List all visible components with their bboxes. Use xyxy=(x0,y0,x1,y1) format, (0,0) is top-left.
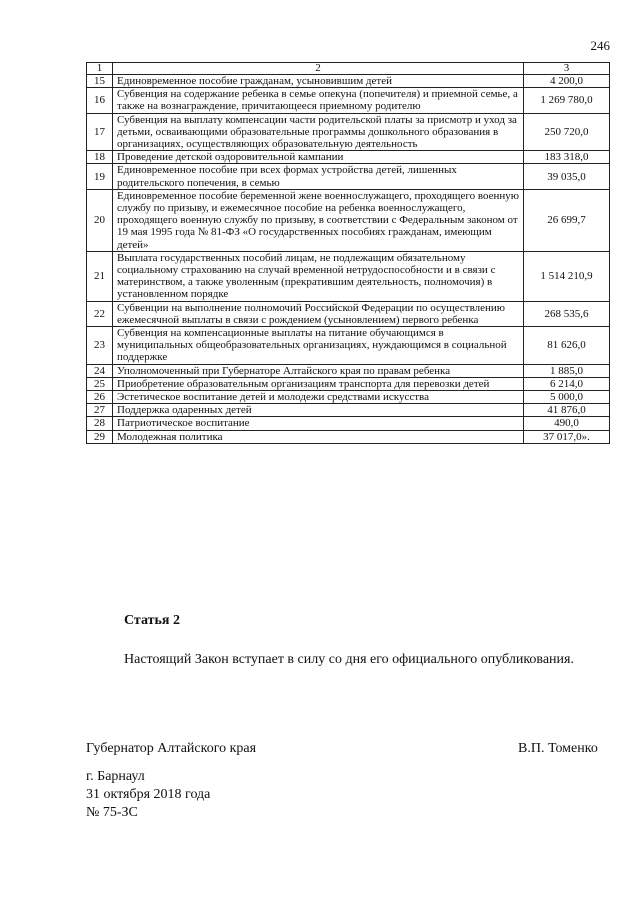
row-number: 27 xyxy=(87,404,113,417)
table-header-row xyxy=(87,63,610,75)
row-item-name: Единовременное пособие при всех формах устройства детей, лишенных родительского попечения, в семью xyxy=(113,164,524,189)
row-number: 22 xyxy=(87,301,113,326)
row-number: 21 xyxy=(87,251,113,301)
article-paragraph xyxy=(86,649,610,671)
row-item-name: Проведение детской оздоровительной кампании xyxy=(113,151,524,164)
table-row xyxy=(87,430,610,443)
row-amount: 490,0 xyxy=(524,417,610,430)
signatory-name: В.П. Томенко xyxy=(518,741,598,756)
row-number: 15 xyxy=(87,75,113,88)
row-number: 18 xyxy=(87,151,113,164)
table-row xyxy=(87,88,610,113)
page-number: 246 xyxy=(590,38,610,53)
signing-date: 31 октября 2018 года xyxy=(86,787,211,802)
row-amount: 268 535,6 xyxy=(524,301,610,326)
signing-details xyxy=(86,768,210,822)
table-row xyxy=(87,364,610,377)
row-amount: 39 035,0 xyxy=(524,164,610,189)
table-row xyxy=(87,327,610,365)
row-amount: 41 876,0 xyxy=(524,404,610,417)
row-amount: 81 626,0 xyxy=(524,327,610,365)
table-row xyxy=(87,164,610,189)
row-amount: 6 214,0 xyxy=(524,377,610,390)
table-row xyxy=(87,417,610,430)
table-row xyxy=(87,251,610,301)
signing-place: г. Барнаул xyxy=(86,769,145,784)
table-row xyxy=(87,301,610,326)
row-number: 17 xyxy=(87,113,113,151)
row-amount: 183 318,0 xyxy=(524,151,610,164)
table-row xyxy=(87,75,610,88)
row-amount: 5 000,0 xyxy=(524,391,610,404)
budget-table xyxy=(86,62,610,444)
row-item-name: Патриотическое воспитание xyxy=(113,417,524,430)
row-item-name: Поддержка одаренных детей xyxy=(113,404,524,417)
row-amount: 250 720,0 xyxy=(524,113,610,151)
row-item-name: Единовременное пособие гражданам, усыновившим детей xyxy=(113,75,524,88)
row-number: 25 xyxy=(87,377,113,390)
row-item-name: Выплата государственных пособий лицам, не подлежащим обязательному социальному страхованию на случай временной нетрудоспособности и в связи с материнством, а также уволенным (прекратившим деятельность, полномочия) в установленном порядке xyxy=(113,251,524,301)
header-col-3: 3 xyxy=(524,63,610,75)
row-item-name: Субвенция на компенсационные выплаты на питание обучающимся в муниципальных общеобразовательных организациях, нуждающимся в социальной поддержке xyxy=(113,327,524,365)
row-amount: 37 017,0». xyxy=(524,430,610,443)
row-number: 23 xyxy=(87,327,113,365)
row-number: 26 xyxy=(87,391,113,404)
header-col-1: 1 xyxy=(87,63,113,75)
row-number: 20 xyxy=(87,189,113,251)
row-number: 19 xyxy=(87,164,113,189)
table-row xyxy=(87,404,610,417)
row-amount: 4 200,0 xyxy=(524,75,610,88)
row-item-name: Субвенция на выплату компенсации части родительской платы за присмотр и уход за детьми, осваивающими образовательные программы дошкольного образования в организациях, осуществляющих образовательную деятельность xyxy=(113,113,524,151)
article-text: Настоящий Закон вступает в силу со дня его официального опубликования. xyxy=(124,652,574,667)
row-number: 24 xyxy=(87,364,113,377)
row-item-name: Субвенции на выполнение полномочий Российской Федерации по осуществлению ежемесячной выплаты в связи с рождением (усыновлением) первого ребенка xyxy=(113,301,524,326)
table-row xyxy=(87,377,610,390)
row-amount: 26 699,7 xyxy=(524,189,610,251)
row-item-name: Эстетическое воспитание детей и молодежи средствами искусства xyxy=(113,391,524,404)
row-amount: 1 269 780,0 xyxy=(524,88,610,113)
table-row xyxy=(87,391,610,404)
row-amount: 1 514 210,9 xyxy=(524,251,610,301)
article-title: Статья 2 xyxy=(124,613,180,628)
row-item-name: Молодежная политика xyxy=(113,430,524,443)
table-row xyxy=(87,113,610,151)
row-number: 29 xyxy=(87,430,113,443)
table-row xyxy=(87,151,610,164)
table-row xyxy=(87,189,610,251)
law-number: № 75-ЗС xyxy=(86,805,138,820)
row-item-name: Единовременное пособие беременной жене военнослужащего, проходящего военную службу по призыву, и ежемесячное пособие на ребенка военнослужащего, проходящего военную службу по призыву, в соответствии с Федеральным законом от 19 мая 1995 года № 81-ФЗ «О государственных пособиях гражданам, имеющим детей» xyxy=(113,189,524,251)
signatory-title: Губернатор Алтайского края xyxy=(86,741,257,756)
row-number: 16 xyxy=(87,88,113,113)
row-item-name: Уполномоченный при Губернаторе Алтайского края по правам ребенка xyxy=(113,364,524,377)
row-item-name: Субвенция на содержание ребенка в семье опекуна (попечителя) и приемной семье, а также на вознаграждение, причитающееся приемному родителю xyxy=(113,88,524,113)
row-number: 28 xyxy=(87,417,113,430)
row-item-name: Приобретение образовательным организациям транспорта для перевозки детей xyxy=(113,377,524,390)
row-amount: 1 885,0 xyxy=(524,364,610,377)
header-col-2: 2 xyxy=(113,63,524,75)
